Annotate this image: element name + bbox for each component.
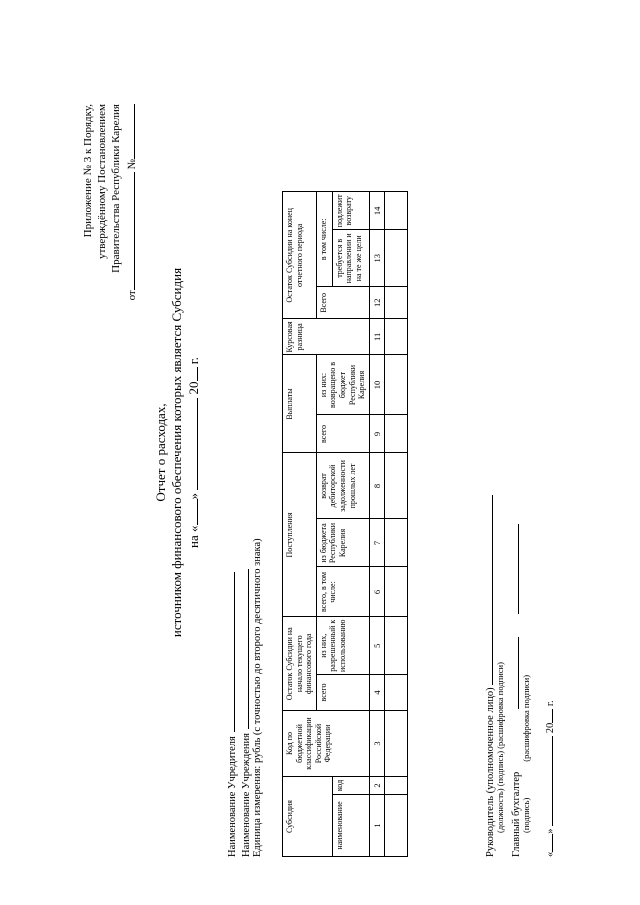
appendix-line-2: утверждённому Постановлением <box>96 104 108 260</box>
table-row <box>384 192 407 857</box>
table-cell[interactable] <box>384 415 407 453</box>
header-end-all: Всего <box>316 287 369 319</box>
header-budget-code: Код по бюджетной классификации Российской Федерации <box>283 711 370 777</box>
chief-accountant-caption: (подпись)(расшифровка подписи) <box>521 674 531 833</box>
table-cell[interactable] <box>384 192 407 230</box>
header-start-total: всего <box>316 675 369 711</box>
column-number: 1 <box>369 795 384 857</box>
header-end-including: в том числе: <box>316 192 332 287</box>
table-cell[interactable] <box>384 453 407 519</box>
column-number: 10 <box>369 355 384 415</box>
header-subsidy-code: код <box>332 777 369 795</box>
head-signature-line: Руководитель (уполномоченное лицо) <box>482 495 497 857</box>
header-subsidy-name: наименование <box>332 795 369 857</box>
column-number: 7 <box>369 519 384 567</box>
appendix-line-1: Приложение № 3 к Порядку, <box>82 104 94 238</box>
header-end-balance: Остаток Субсидии на конец отчетного периода <box>283 192 317 319</box>
appendix-line-3: Правительства Республики Карелия <box>110 104 122 273</box>
header-subsidy: Субсидия <box>283 777 333 857</box>
report-date-line: на «» 20 г. <box>186 357 201 548</box>
table-cell[interactable] <box>384 319 407 355</box>
column-number: 8 <box>369 453 384 519</box>
header-start-balance: Остаток Субсидии на начало текущего финансового года <box>283 617 317 711</box>
header-payments-returned: из них: возвращено в бюджет Республики Карелия <box>316 355 369 415</box>
column-number: 6 <box>369 567 384 617</box>
chief-accountant-line: Главный бухгалтер <box>508 524 523 857</box>
header-end-to-return: подлежит возврату <box>332 192 369 230</box>
table-cell[interactable] <box>384 519 407 567</box>
header-payments: Выплаты <box>283 355 317 453</box>
header-payments-total: всего <box>316 415 369 453</box>
column-number: 2 <box>369 777 384 795</box>
header-income-total: всего, в том числе: <box>316 567 369 617</box>
column-number: 5 <box>369 617 384 675</box>
subsidy-report-table <box>282 191 408 857</box>
header-exchange-difference: Курсовая разница <box>283 319 370 355</box>
table-cell[interactable] <box>384 675 407 711</box>
header-income: Поступления <box>283 453 317 617</box>
table-cell[interactable] <box>384 795 407 857</box>
table-cell[interactable] <box>384 617 407 675</box>
table-cell[interactable] <box>384 355 407 415</box>
column-number: 3 <box>369 711 384 777</box>
column-number: 4 <box>369 675 384 711</box>
founder-name-line: Наименование Учредителя <box>224 572 239 857</box>
column-number: 14 <box>369 192 384 230</box>
appendix-line-4: от № <box>124 104 139 300</box>
report-title-line-2: источником финансового обеспечения которых является Субсидия <box>169 267 184 638</box>
header-end-required: требуется в направлении и на те же цели <box>332 230 369 287</box>
column-number: 11 <box>369 319 384 355</box>
column-numbers-row <box>369 192 384 857</box>
table-cell[interactable] <box>384 287 407 319</box>
table-cell[interactable] <box>384 711 407 777</box>
header-income-debt-return: возврат дебиторской задолженности прошлых лет <box>316 453 369 519</box>
column-number: 9 <box>369 415 384 453</box>
table-cell[interactable] <box>384 230 407 287</box>
report-title-line-1: Отчет о расходах, <box>153 403 168 502</box>
table-cell[interactable] <box>384 567 407 617</box>
signature-date-line: «» 20 г. <box>542 700 557 857</box>
column-number: 12 <box>369 287 384 319</box>
table-cell[interactable] <box>384 777 407 795</box>
column-number: 13 <box>369 230 384 287</box>
header-start-permitted: из них, разрешенный к использованию <box>316 617 369 675</box>
header-income-from-budget: из бюджета Республики Карелия <box>316 519 369 567</box>
unit-of-measure: Единица измерения: рубль (с точностью до второго десятичного знака) <box>252 538 263 857</box>
head-signature-caption: (должность) (подпись) (расшифровка подписи) <box>495 662 505 833</box>
institution-name-line: Наименование Учреждения <box>238 569 253 857</box>
